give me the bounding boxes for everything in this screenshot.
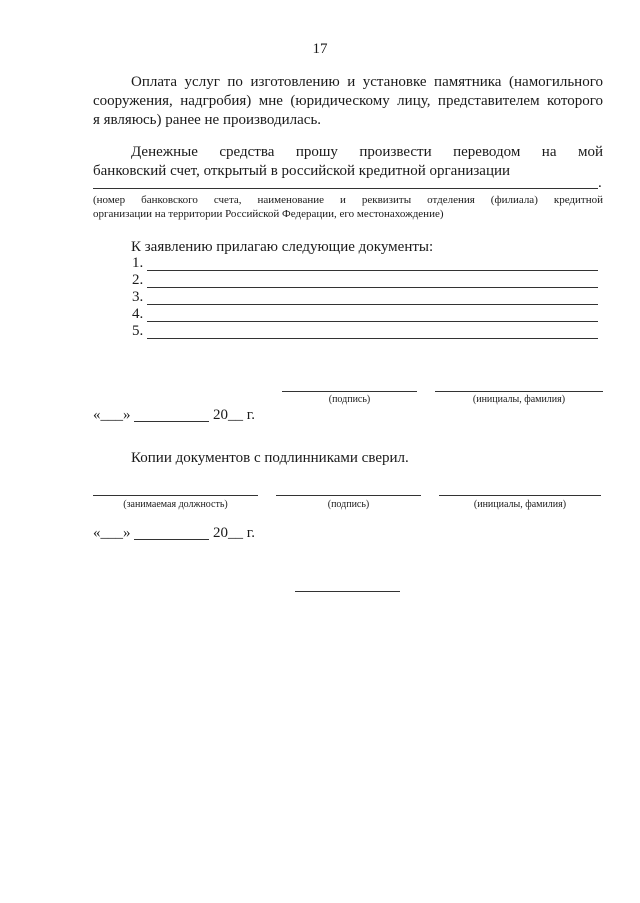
- document-item-5-number: 5.: [132, 323, 144, 339]
- official-initials-field[interactable]: [439, 495, 601, 496]
- applicant-signature-field[interactable]: [282, 391, 417, 392]
- document-item-2-number: 2.: [132, 272, 144, 288]
- page-number: 17: [312, 41, 328, 57]
- applicant-date-day: «___»: [93, 407, 131, 423]
- applicant-date-month-field[interactable]: [134, 421, 209, 422]
- document-item-4-field[interactable]: [147, 321, 598, 322]
- official-signature-field[interactable]: [276, 495, 421, 496]
- applicant-date-year: 20__ г.: [213, 407, 255, 423]
- payment-statement-line-2: сооружения, надгробия) мне (юридическому лицу, представителем которого: [93, 93, 603, 109]
- document-item-4-number: 4.: [132, 306, 144, 322]
- official-date-day: «___»: [93, 525, 131, 541]
- applicant-initials-field[interactable]: [435, 391, 603, 392]
- official-position-caption: (занимаемая должность): [123, 499, 228, 510]
- closing-separator: [295, 591, 400, 592]
- applicant-signature-caption: (подпись): [328, 394, 371, 405]
- payment-statement-line-3: я являюсь) ранее не производилась.: [93, 112, 322, 128]
- official-position-field[interactable]: [93, 495, 258, 496]
- documents-intro: К заявлению прилагаю следующие документы:: [131, 239, 434, 255]
- document-item-3-number: 3.: [132, 289, 144, 305]
- official-initials-caption: (инициалы, фамилия): [473, 499, 567, 510]
- copies-verified-text: Копии документов с подлинниками сверил.: [131, 450, 409, 466]
- transfer-request-line-1: Денежные средства прошу произвести переводом на мой: [131, 144, 603, 160]
- document-item-3-field[interactable]: [147, 304, 598, 305]
- bank-details-caption-line-2: организации на территории Российской Федерации, его местонахождение): [93, 208, 444, 220]
- document-item-1-field[interactable]: [147, 270, 598, 271]
- official-date-year: 20__ г.: [213, 525, 255, 541]
- document-item-2-field[interactable]: [147, 287, 598, 288]
- applicant-initials-caption: (инициалы, фамилия): [472, 394, 566, 405]
- official-signature-caption: (подпись): [327, 499, 370, 510]
- bank-details-caption-line-1: (номер банковского счета, наименование и реквизиты отделения (филиала) кредитной: [93, 194, 603, 206]
- document-item-5-field[interactable]: [147, 338, 598, 339]
- transfer-request-line-2: банковский счет, открытый в российской кредитной организации: [93, 163, 511, 179]
- payment-statement-line-1: Оплата услуг по изготовлению и установке памятника (намогильного: [131, 74, 603, 90]
- bank-details-field[interactable]: [93, 188, 598, 189]
- bank-details-end-mark: .: [598, 175, 602, 191]
- official-date-month-field[interactable]: [134, 539, 209, 540]
- document-item-1-number: 1.: [132, 255, 144, 271]
